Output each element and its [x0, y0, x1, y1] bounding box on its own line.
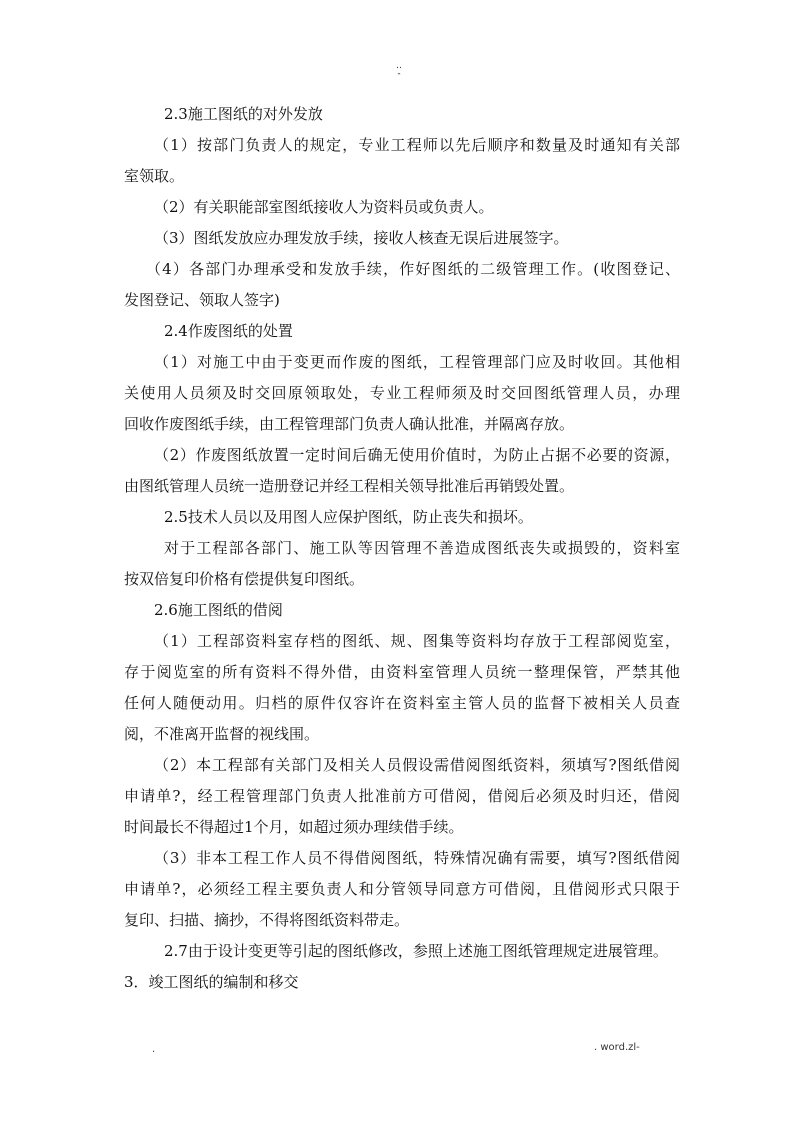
- section-heading-2-4: 2.4作废图纸的处置: [164, 322, 293, 340]
- paragraph-line: 申请单?，经工程管理部门负责人批准前方可借阅，借阅后必须及时归还，借阅: [124, 787, 680, 805]
- paragraph-line: 室领取。: [124, 167, 185, 185]
- paragraph-line: （2）有关职能部室图纸接收人为资料员或负责人。: [154, 198, 494, 216]
- page-header-mark: .. -: [396, 61, 402, 79]
- footer-left-mark: .: [152, 1044, 156, 1055]
- paragraph-line: （3）非本工程工作人员不得借阅图纸，特殊情况确有需要，填写?图纸借阅: [154, 849, 680, 867]
- paragraph-line: 存于阅览室的所有资料不得外借，由资料室管理人员统一整理保管，严禁其他: [124, 663, 680, 681]
- paragraph-line: （3）图纸发放应办理发放手续，接收人核查无误后进展签字。: [154, 229, 569, 247]
- paragraph-line: （2）本工程部有关部门及相关人员假设需借阅图纸资料，须填写?图纸借阅: [154, 756, 680, 774]
- paragraph-line: 回收作废图纸手续，由工程管理部门负责人确认批准，并隔离存放。: [124, 415, 575, 433]
- paragraph-line: （4）各部门办理承受和发放手续，作好图纸的二级管理工作。(收图登记、: [146, 260, 680, 278]
- paragraph-line: 关使用人员须及时交回原领取处，专业工程师须及时交回图纸管理人员，办理: [124, 384, 680, 402]
- paragraph-line: 复印、扫描、摘抄，不得将图纸资料带走。: [124, 911, 410, 929]
- paragraph-line: （1）工程部资料室存档的图纸、规、图集等资料均存放于工程部阅览室，: [154, 632, 680, 650]
- section-heading-3: 3．竣工图纸的编制和移交: [124, 973, 299, 991]
- paragraph-line: 申请单?，必须经工程主要负责人和分管领导同意方可借阅，且借阅形式只限于: [124, 880, 680, 898]
- paragraph-line: 发图登记、领取人签字): [124, 291, 280, 309]
- section-heading-2-7: 2.7由于设计变更等引起的图纸修改，参照上述施工图纸管理规定进展管理。: [164, 942, 668, 960]
- section-heading-2-6: 2.6施工图纸的借阅: [154, 601, 283, 619]
- document-body: [124, 99, 680, 998]
- section-heading-2-3: 2.3施工图纸的对外发放: [164, 105, 323, 123]
- paragraph-line: 任何人随便动用。归档的原件仅容许在资料室主管人员的监督下被相关人员查: [124, 694, 680, 712]
- paragraph-line: （1）对施工中由于变更而作废的图纸，工程管理部门应及时收回。其他相: [154, 353, 680, 371]
- paragraph-line: 阅，不准离开监督的视线围。: [124, 725, 320, 743]
- paragraph-line: 按双倍复印价格有偿提供复印图纸。: [124, 570, 365, 588]
- paragraph-line: 由图纸管理人员统一造册登记并经工程相关领导批准后再销毁处置。: [124, 477, 575, 495]
- paragraph-line: （1）按部门负责人的规定，专业工程师以先后顺序和数量及时通知有关部: [154, 136, 680, 154]
- section-heading-2-5: 2.5技术人员以及用图人应保护图纸，防止丧失和损坏。: [164, 508, 533, 526]
- footer-watermark: . word.zl-: [594, 1042, 640, 1053]
- paragraph-line: 对于工程部各部门、施工队等因管理不善造成图纸丧失或损毁的，资料室: [164, 539, 680, 557]
- paragraph-line: （2）作废图纸放置一定时间后确无使用价值时，为防止占据不必要的资源，: [154, 446, 680, 464]
- paragraph-line: 时间最长不得超过1个月，如超过须办理续借手续。: [124, 818, 464, 836]
